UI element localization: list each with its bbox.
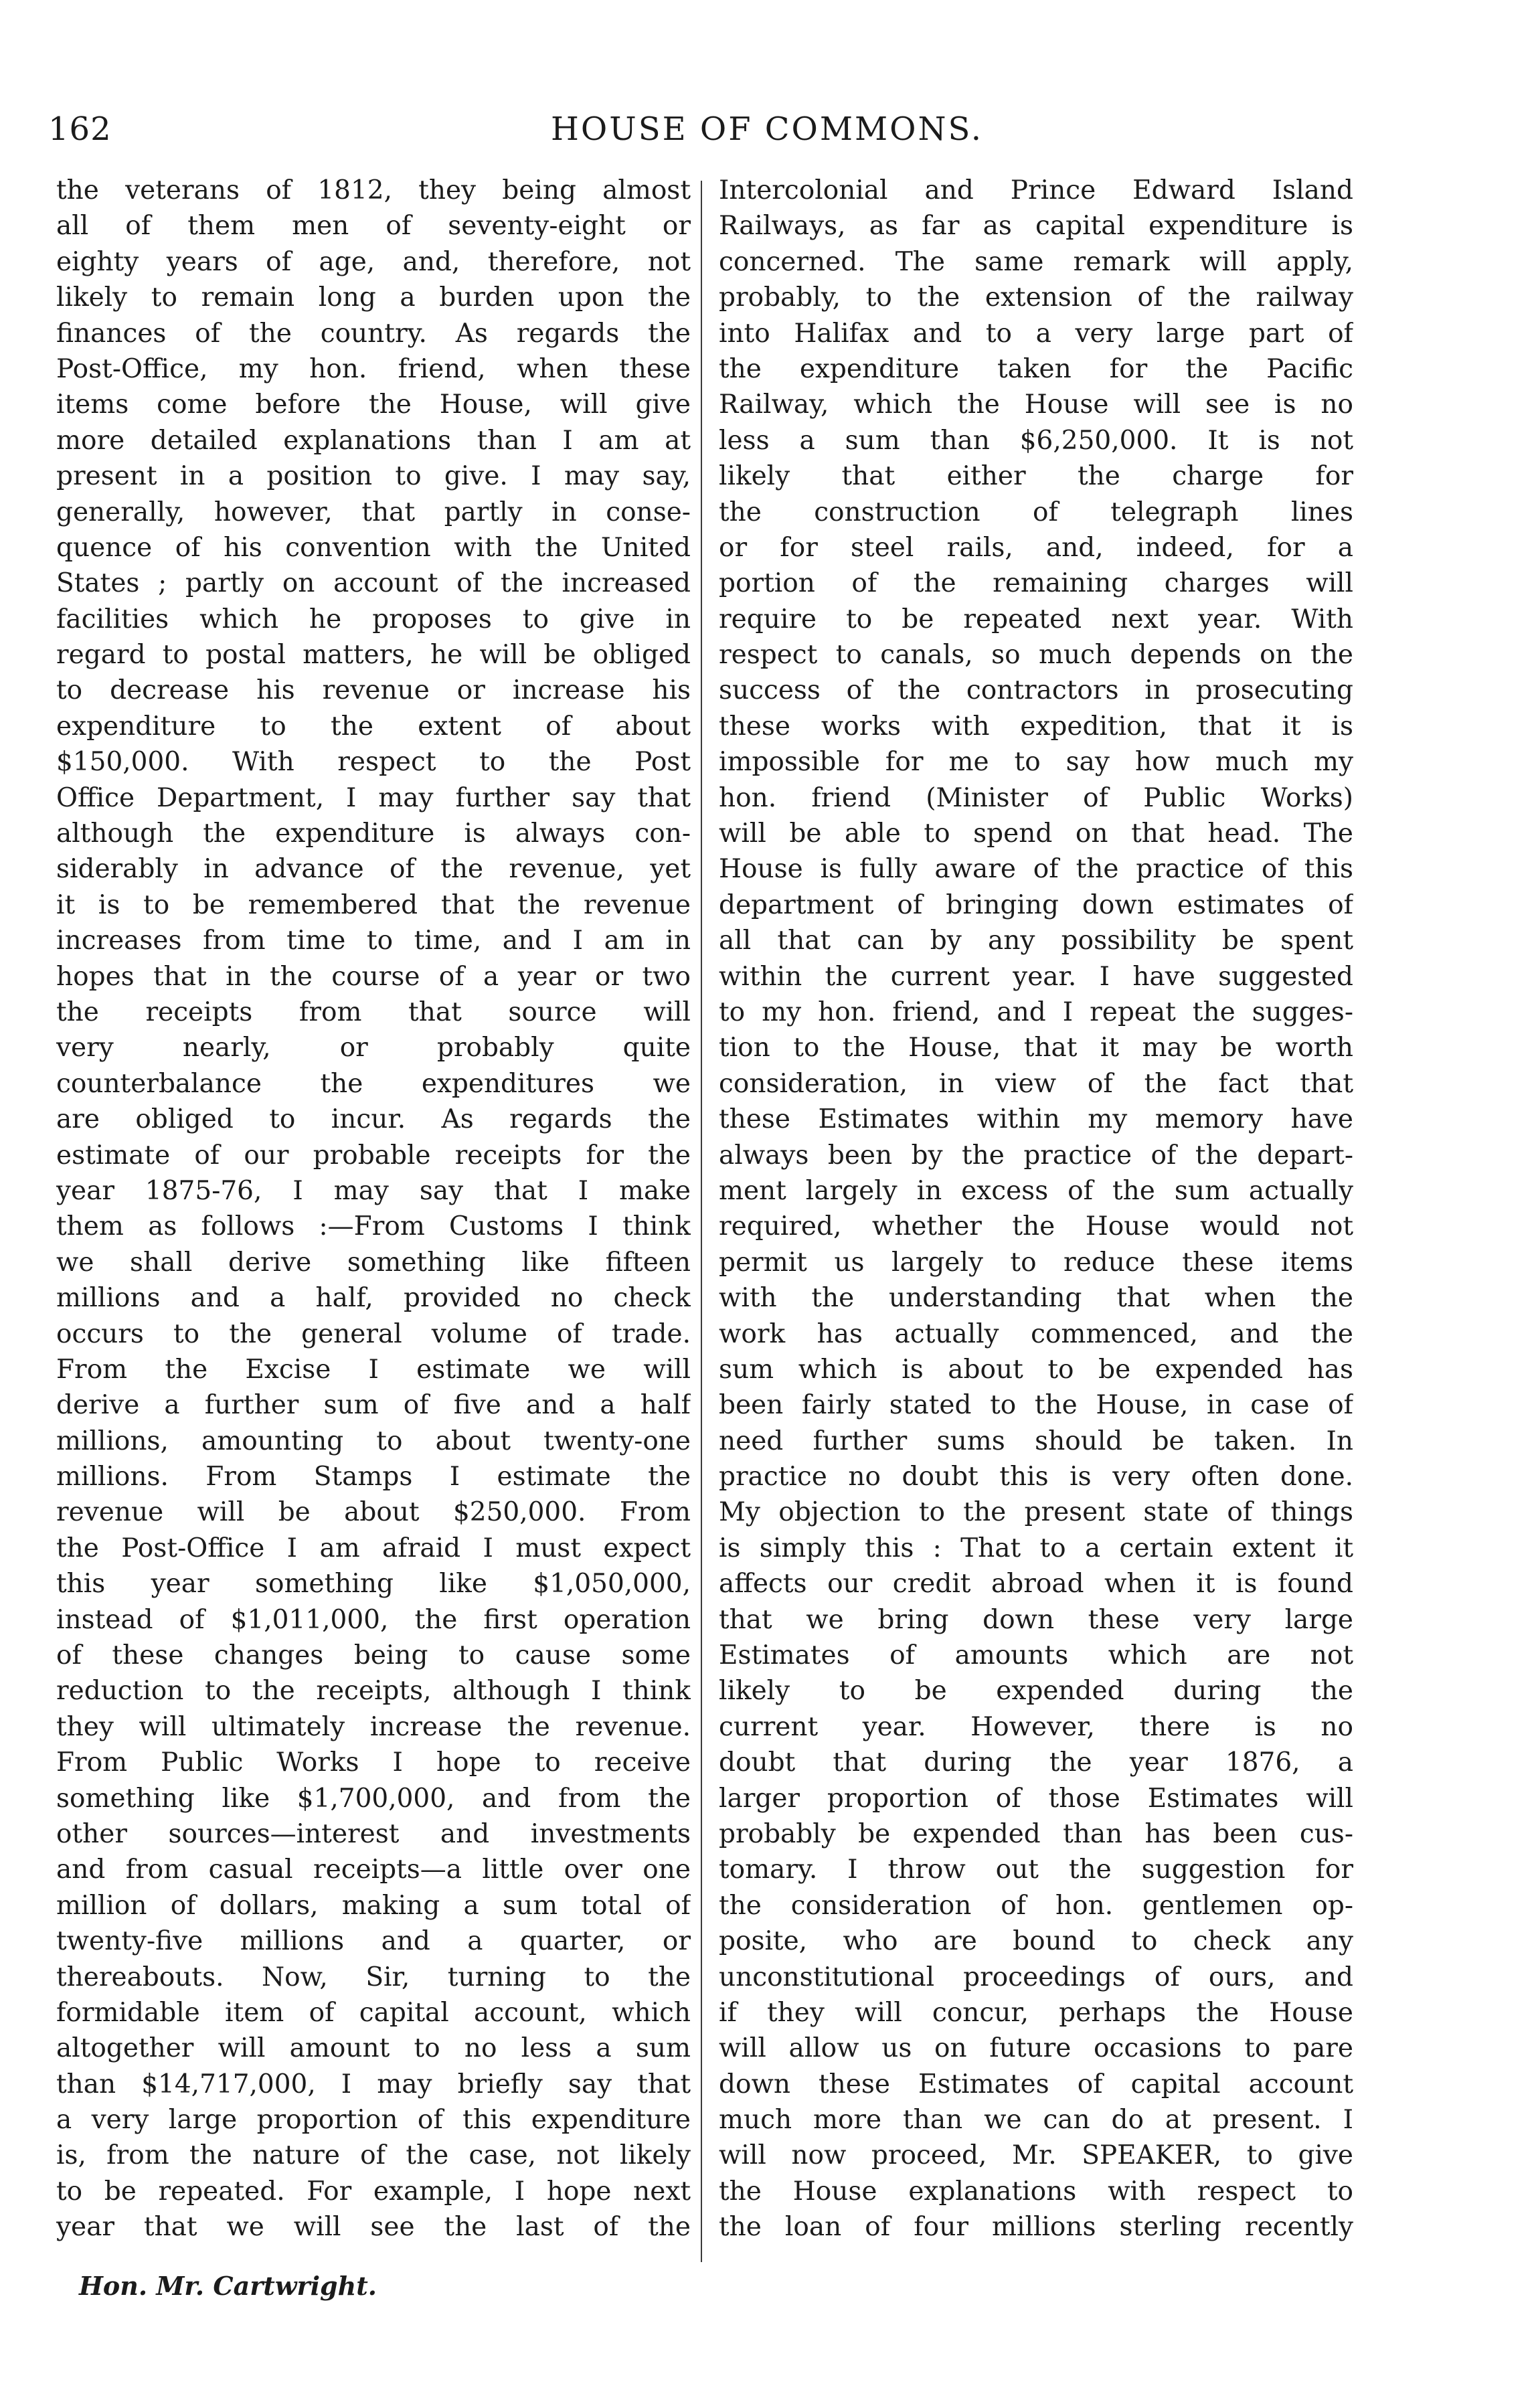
text-line: twenty-five millions and a quarter, or [56, 1926, 691, 1957]
text-line: the construction of telegraph lines [719, 497, 1353, 527]
text-line: them as follows :—From Customs I think [56, 1211, 691, 1242]
text-line: regard to postal matters, he will be obliged [56, 640, 691, 671]
text-line: very nearly, or probably quite [56, 1033, 691, 1063]
left-column [56, 173, 691, 2245]
text-line: although the expenditure is always con- [56, 819, 691, 849]
text-line: the loan of four millions sterling recently [719, 2212, 1353, 2243]
text-line: Office Department, I may further say that [56, 782, 691, 813]
text-line: into Halifax and to a very large part of [719, 318, 1353, 349]
text-line: siderably in advance of the revenue, yet [56, 854, 691, 885]
text-line: consideration, in view of the fact that [719, 1068, 1353, 1099]
text-line: are obliged to incur. As regards the [56, 1104, 691, 1135]
text-line: the consideration of hon. gentlemen op- [719, 1890, 1353, 1921]
text-line: something like $1,700,000, and from the [56, 1783, 691, 1814]
text-line: probably, to the extension of the railway [719, 282, 1353, 313]
text-line: States ; partly on account of the increased [56, 568, 691, 599]
text-line: more detailed explanations than I am at [56, 425, 691, 456]
text-line: year 1875-76, I may say that I make [56, 1175, 691, 1206]
text-line: Estimates of amounts which are not [719, 1640, 1353, 1671]
text-line: increases from time to time, and I am in [56, 926, 691, 956]
text-line: House is fully aware of the practice of this [719, 854, 1353, 885]
text-line: respect to canals, so much depends on the [719, 640, 1353, 671]
text-line: these works with expedition, that it is [719, 711, 1353, 742]
text-line: counterbalance the expenditures we [56, 1068, 691, 1099]
text-line: From Public Works I hope to receive [56, 1747, 691, 1778]
text-line: and from casual receipts—a little over one [56, 1855, 691, 1885]
text-line: need further sums should be taken. In [719, 1426, 1353, 1456]
text-line: tion to the House, that it may be worth [719, 1033, 1353, 1063]
text-line: likely to be expended during the [719, 1676, 1353, 1707]
text-line: require to be repeated next year. With [719, 604, 1353, 634]
text-line: always been by the practice of the depart- [719, 1140, 1353, 1171]
text-line: millions. From Stamps I estimate the [56, 1462, 691, 1492]
text-line: Post-Office, my hon. friend, when these [56, 353, 691, 384]
text-line: the expenditure taken for the Pacific [719, 353, 1353, 384]
text-line: practice no doubt this is very often done. [719, 1462, 1353, 1492]
text-line: facilities which he proposes to give in [56, 604, 691, 634]
text-line: expenditure to the extent of about [56, 711, 691, 742]
speaker-footer: Hon. Mr. Cartwright. [79, 2271, 377, 2301]
text-line: formidable item of capital account, which [56, 1997, 691, 2028]
right-column [719, 173, 1353, 2245]
text-line: department of bringing down estimates of [719, 889, 1353, 920]
text-line: tomary. I throw out the suggestion for [719, 1855, 1353, 1885]
text-line: these Estimates within my memory have [719, 1104, 1353, 1135]
text-line: all that can by any possibility be spent [719, 926, 1353, 956]
text-line: ment largely in excess of the sum actually [719, 1175, 1353, 1206]
text-line: affects our credit abroad when it is found [719, 1569, 1353, 1600]
text-line: the veterans of 1812, they being almost [56, 175, 691, 205]
text-line: will allow us on future occasions to pare [719, 2033, 1353, 2064]
text-line: generally, however, that partly in conse- [56, 497, 691, 527]
text-line: posite, who are bound to check any [719, 1926, 1353, 1957]
text-line: portion of the remaining charges will [719, 568, 1353, 599]
text-line: than $14,717,000, I may briefly say that [56, 2069, 691, 2099]
text-line: they will ultimately increase the revenue. [56, 1711, 691, 1742]
text-line: From the Excise I estimate we will [56, 1354, 691, 1385]
text-line: is, from the nature of the case, not likely [56, 2140, 691, 2171]
text-line: the receipts from that source will [56, 997, 691, 1027]
text-line: likely to remain long a burden upon the [56, 282, 691, 313]
text-line: present in a position to give. I may say, [56, 461, 691, 492]
text-line: items come before the House, will give [56, 390, 691, 420]
text-line: work has actually commenced, and the [719, 1318, 1353, 1349]
text-line: with the understanding that when the [719, 1283, 1353, 1314]
text-line: finances of the country. As regards the [56, 318, 691, 349]
text-line: $150,000. With respect to the Post [56, 747, 691, 778]
text-line: revenue will be about $250,000. From [56, 1497, 691, 1528]
text-line: instead of $1,011,000, the first operation [56, 1604, 691, 1635]
text-line: all of them men of seventy-eight or [56, 211, 691, 242]
text-line: a very large proportion of this expenditure [56, 2105, 691, 2136]
text-line: we shall derive something like fifteen [56, 1247, 691, 1278]
text-line: been fairly stated to the House, in case of [719, 1390, 1353, 1421]
text-line: it is to be remembered that the revenue [56, 889, 691, 920]
text-line: estimate of our probable receipts for the [56, 1140, 691, 1171]
text-line: Intercolonial and Prince Edward Island [719, 175, 1353, 205]
text-line: this year something like $1,050,000, [56, 1569, 691, 1600]
text-line: likely that either the charge for [719, 461, 1353, 492]
text-line: millions, amounting to about twenty-one [56, 1426, 691, 1456]
text-line: doubt that during the year 1876, a [719, 1747, 1353, 1778]
text-line: much more than we can do at present. I [719, 2105, 1353, 2136]
text-line: will be able to spend on that head. The [719, 819, 1353, 849]
text-line: reduction to the receipts, although I think [56, 1676, 691, 1707]
text-line: quence of his convention with the United [56, 532, 691, 563]
page-number: 162 [48, 110, 112, 148]
text-line: if they will concur, perhaps the House [719, 1997, 1353, 2028]
text-line: thereabouts. Now, Sir, turning to the [56, 1962, 691, 1992]
running-head: HOUSE OF COMMONS. [551, 110, 983, 148]
text-line: permit us largely to reduce these items [719, 1247, 1353, 1278]
text-line: down these Estimates of capital account [719, 2069, 1353, 2099]
text-line: or for steel rails, and, indeed, for a [719, 532, 1353, 563]
column-divider [701, 181, 702, 2262]
text-line: success of the contractors in prosecuting [719, 675, 1353, 706]
text-line: that we bring down these very large [719, 1604, 1353, 1635]
text-line: eighty years of age, and, therefore, not [56, 246, 691, 277]
text-line: millions and a half, provided no check [56, 1283, 691, 1314]
text-line: probably be expended than has been cus- [719, 1818, 1353, 1849]
text-line: hopes that in the course of a year or two [56, 961, 691, 992]
text-line: year that we will see the last of the [56, 2212, 691, 2243]
text-line: other sources—interest and investments [56, 1818, 691, 1849]
text-line: current year. However, there is no [719, 1711, 1353, 1742]
text-line: to be repeated. For example, I hope next [56, 2176, 691, 2207]
text-line: altogether will amount to no less a sum [56, 2033, 691, 2064]
text-line: My objection to the present state of things [719, 1497, 1353, 1528]
text-line: occurs to the general volume of trade. [56, 1318, 691, 1349]
text-line: Railway, which the House will see is no [719, 390, 1353, 420]
text-line: will now proceed, Mr. SPEAKER, to give [719, 2140, 1353, 2171]
text-line: Railways, as far as capital expenditure is [719, 211, 1353, 242]
text-line: derive a further sum of five and a half [56, 1390, 691, 1421]
text-line: million of dollars, making a sum total of [56, 1890, 691, 1921]
text-line: concerned. The same remark will apply, [719, 246, 1353, 277]
text-line: unconstitutional proceedings of ours, and [719, 1962, 1353, 1992]
text-line: required, whether the House would not [719, 1211, 1353, 1242]
text-line: to my hon. friend, and I repeat the sugges- [719, 997, 1353, 1027]
text-line: is simply this : That to a certain extent it [719, 1533, 1353, 1563]
text-line: to decrease his revenue or increase his [56, 675, 691, 706]
text-line: of these changes being to cause some [56, 1640, 691, 1671]
text-line: the Post-Office I am afraid I must expect [56, 1533, 691, 1563]
text-line: less a sum than $6,250,000. It is not [719, 425, 1353, 456]
text-line: sum which is about to be expended has [719, 1354, 1353, 1385]
text-line: the House explanations with respect to [719, 2176, 1353, 2207]
text-line: impossible for me to say how much my [719, 747, 1353, 778]
text-line: hon. friend (Minister of Public Works) [719, 782, 1353, 813]
text-line: within the current year. I have suggested [719, 961, 1353, 992]
text-line: larger proportion of those Estimates will [719, 1783, 1353, 1814]
